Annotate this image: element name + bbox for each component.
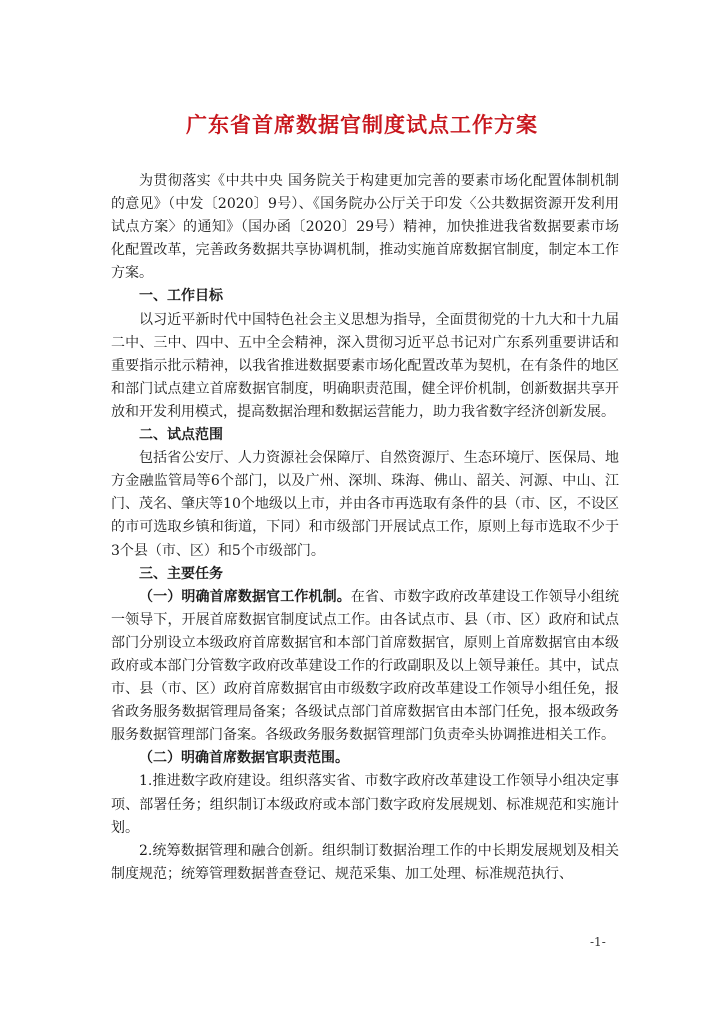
task1-text: 在省、市数字政府改革建设工作领导小组统一领导下，开展首席数据官制度试点工作。由各试点市、县（市、区）政府和试点部门分别设立本级政府首席数据官和本部门首席数据官，原则上首席数据官由本级政府或本部门分管数字政府改革建设工作的行政副职及以上领导兼任。其中，试点市、县（市、区）政府首席数据官由市级数字政府改革建设工作领导小组任免，报省政务服务数据管理局备案；各级试点部门首席数据官由本部门任免，报本级政务服务数据管理部门备案。各级政务服务数据管理部门负责牵头协调推进相关工作。 — [111, 588, 620, 744]
section-heading-tasks: 三、主要任务 — [139, 565, 223, 582]
intro-paragraph: 为贯彻落实《中共中央 国务院关于构建更加完善的要素市场化配置体制机制的意见》（中发〔2020〕9号）、《国务院办公厅关于印发〈公共数据资源开发利用试点方案〉的通知》（国办函〔2020〕29号）精神，加快推进我省数据要素市场化配置改革，完善政务数据共享协调机制，推动实施首席数据官制度，制定本工作方案。 — [111, 173, 619, 282]
goals-paragraph: 以习近平新时代中国特色社会主义思想为指导，全面贯彻党的十九大和十九届二中、三中、四中、五中全会精神，深入贯彻习近平总书记对广东系列重要讲话和重要指示批示精神，以我省推进数据要素市场化配置改革为契机，在有条件的地区和部门试点建立首席数据官制度，明确职责范围，健全评价机制，创新数据共享开放和开发利用模式，提高数据治理和数据运营能力，助力我省数字经济创新发展。 — [111, 311, 619, 420]
page-number: -1- — [590, 935, 606, 949]
scope-paragraph: 包括省公安厅、人力资源社会保障厅、自然资源厅、生态环境厅、医保局、地方金融监管局等6个部门，以及广州、深圳、珠海、佛山、韶关、河源、中山、江门、茂名、肇庆等10个地级以上市，并由各市再选取有条件的县（市、区，不设区的市可选取乡镇和街道，下同）和市级部门开展试点工作，原则上每市选取不少于3个县（市、区）和5个市级部门。 — [111, 450, 619, 559]
section-heading-goals: 一、工作目标 — [139, 288, 223, 305]
document-body — [111, 170, 619, 886]
task2-item-2: 2.统筹数据管理和融合创新。组织制订数据治理工作的中长期发展规划及相关制度规范；统筹管理数据普查登记、规范采集、加工处理、标准规范执行、 — [111, 842, 619, 882]
task2-heading: （二）明确首席数据官职责范围。 — [139, 750, 349, 767]
task1-heading: （一）明确首席数据官工作机制。 — [139, 588, 351, 605]
document-title: 广东省首席数据官制度试点工作方案 — [186, 113, 538, 137]
task2-item-1: 1.推进数字政府建设。组织落实省、市数字政府改革建设工作领导小组决定事项、部署任务；组织制订本级政府或本部门数字政府发展规划、标准规范和实施计划。 — [111, 773, 619, 836]
section-heading-scope: 二、试点范围 — [139, 427, 223, 444]
task1-paragraph — [111, 586, 619, 748]
